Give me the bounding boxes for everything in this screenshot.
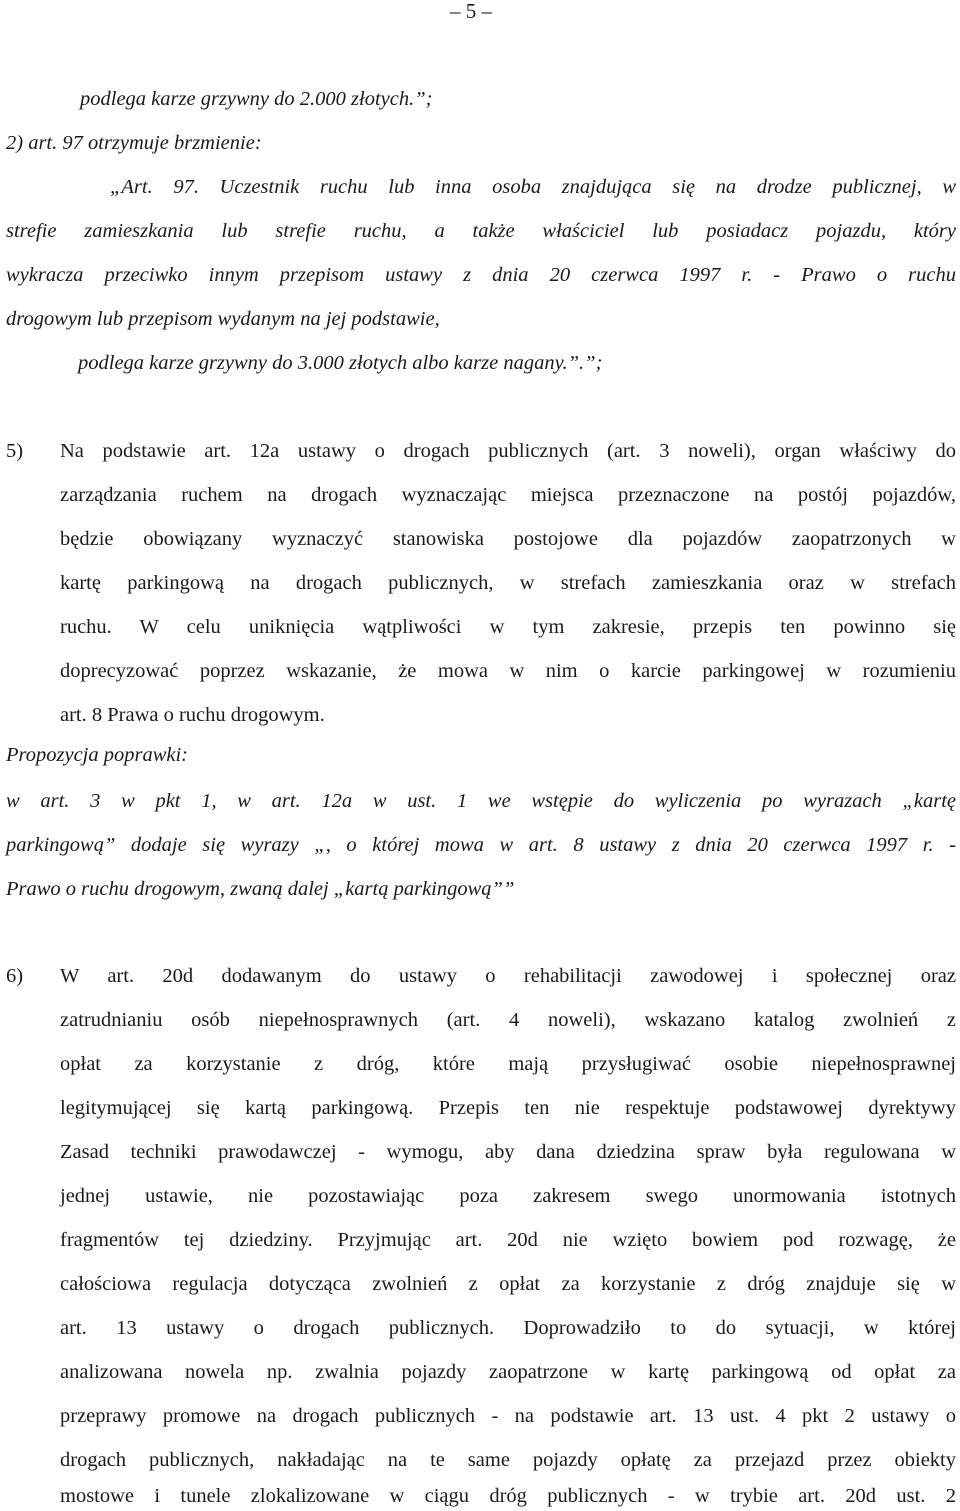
point-6-line: analizowana nowela np. zwalnia pojazdy zaopatrzone w kartę parkingową od opłat za (60, 1361, 956, 1383)
point-6-line: opłat za korzystanie z dróg, które mają przysługiwać osobie niepełnosprawnej (60, 1053, 956, 1075)
point-6-line: zatrudnianiu osób niepełnosprawnych (art. 4 noweli), wskazano katalog zwolnień z (60, 1009, 956, 1031)
point-5-line: kartę parkingową na drogach publicznych, w strefach zamieszkania oraz w strefach (60, 572, 956, 594)
point-5-line: ruchu. W celu uniknięcia wątpliwości w tym zakresie, przepis ten powinno się (60, 616, 956, 638)
amendment-penalty-line: podlega karze grzywny do 3.000 złotych albo karze nagany.”.”; (78, 352, 603, 374)
point-6-line: całościowa regulacja dotycząca zwolnień z opłat za korzystanie z dróg znajduje się w (60, 1273, 956, 1295)
point-6-line: mostowe i tunele zlokalizowane w ciągu dróg publicznych - w trybie art. 20d ust. 2 (60, 1485, 956, 1507)
proposal-heading: Propozycja poprawki: (6, 744, 189, 766)
proposal-line: parkingową” dodaje się wyrazy „, o której mowa w art. 8 ustawy z dnia 20 czerwca 1997 r. - (6, 834, 956, 856)
amendment-text-line: „Art. 97. Uczestnik ruchu lub inna osoba znajdująca się na drodze publicznej, w (110, 176, 956, 198)
proposal-line: Prawo o ruchu drogowym, zwaną dalej „kartą parkingową”” (6, 878, 515, 900)
point-6-line: fragmentów tej dziedziny. Przyjmując art. 20d nie wzięto bowiem pod rozwagę, że (60, 1229, 956, 1251)
proposal-line: w art. 3 w pkt 1, w art. 12a w ust. 1 we wstępie do wyliczenia po wyrazach „kartę (6, 790, 956, 812)
point-5-line: będzie obowiązany wyznaczyć stanowiska postojowe dla pojazdów zaopatrzonych w (60, 528, 956, 550)
point-6-line: Zasad techniki prawodawczej - wymogu, aby dana dziedzina spraw była regulowana w (60, 1141, 956, 1163)
point-5-line: zarządzania ruchem na drogach wyznaczając miejsca przeznaczone na postój pojazdów, (60, 484, 956, 506)
point-5-line: Na podstawie art. 12a ustawy o drogach publicznych (art. 3 noweli), organ właściwy do (60, 440, 956, 462)
point-6-line: przeprawy promowe na drogach publicznych - na podstawie art. 13 ust. 4 pkt 2 ustawy o (60, 1405, 956, 1427)
point-5-line: art. 8 Prawa o ruchu drogowym. (60, 704, 325, 726)
point-6-line: art. 13 ustawy o drogach publicznych. Doprowadziło to do sytuacji, w której (60, 1317, 956, 1339)
amendment-intro: 2) art. 97 otrzymuje brzmienie: (6, 132, 262, 154)
point-6-line: legitymującej się kartą parkingową. Przepis ten nie respektuje podstawowej dyrektywy (60, 1097, 956, 1119)
point-6-line: drogach publicznych, nakładając na te same pojazdy opłatę za przejazd przez obiekty (60, 1449, 956, 1471)
quote-closing-line: podlega karze grzywny do 2.000 złotych.”; (80, 88, 433, 110)
amendment-text-line: wykracza przeciwko innym przepisom ustawy z dnia 20 czerwca 1997 r. - Prawo o ruchu (6, 264, 956, 286)
point-6-line: W art. 20d dodawanym do ustawy o rehabilitacji zawodowej i społecznej oraz (60, 965, 956, 987)
point-6-number: 6) (6, 965, 24, 987)
page-number: – 5 – (450, 0, 492, 23)
point-5-line: doprecyzować poprzez wskazanie, że mowa w nim o karcie parkingowej w rozumieniu (60, 660, 956, 682)
point-5-number: 5) (6, 440, 24, 462)
amendment-text-line: drogowym lub przepisom wydanym na jej podstawie, (6, 308, 440, 330)
amendment-text-line: strefie zamieszkania lub strefie ruchu, a także właściciel lub posiadacz pojazdu, który (6, 220, 956, 242)
point-6-line: jednej ustawie, nie pozostawiając poza zakresem swego unormowania istotnych (60, 1185, 956, 1207)
